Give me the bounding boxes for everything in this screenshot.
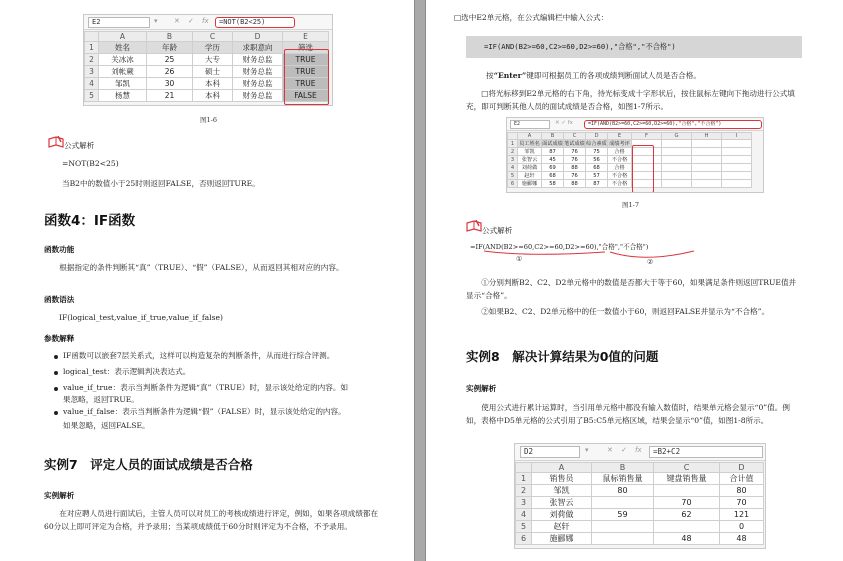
table-cell[interactable]: TRUE [283, 78, 329, 90]
table-cell[interactable]: 121 [720, 509, 764, 521]
table-cell[interactable]: 刘荷做 [532, 509, 592, 521]
column-header: A [532, 463, 592, 473]
table-cell[interactable]: 财务总监 [233, 66, 283, 78]
table-row [85, 54, 329, 66]
table-cell[interactable]: 68 [542, 172, 564, 180]
column-header: A [99, 32, 147, 42]
table-row [85, 90, 329, 102]
row-header: 2 [85, 54, 99, 66]
table-cell[interactable]: 刘荷做 [518, 164, 542, 172]
table-row [85, 78, 329, 90]
note-title: 公式解析 [64, 141, 95, 150]
column-header: B [592, 463, 654, 473]
dropdown-icon: ▾ [585, 446, 589, 454]
table-cell[interactable] [662, 148, 692, 156]
fx-icon: fx [202, 17, 209, 25]
table-cell[interactable]: 87 [542, 148, 564, 156]
table-cell[interactable]: 鼠标销售量 [592, 473, 654, 485]
table-cell[interactable]: 25 [147, 54, 193, 66]
bullet-dot [54, 411, 58, 415]
table-cell[interactable]: 销售员 [532, 473, 592, 485]
right-page [426, 0, 843, 561]
column-header: G [662, 133, 692, 140]
table-cell[interactable]: 施郦娜 [518, 180, 542, 188]
table-cell[interactable]: 本科 [193, 78, 233, 90]
table-cell[interactable]: 面试成绩 [542, 141, 563, 147]
table-row [85, 42, 329, 54]
table-cell[interactable]: 杨慧 [99, 90, 147, 102]
table-cell[interactable] [592, 521, 654, 533]
table-cell[interactable]: 76 [564, 156, 586, 164]
page-divider [414, 0, 426, 561]
table-row [516, 497, 764, 509]
table-cell[interactable]: 70 [654, 497, 720, 509]
table-cell[interactable] [654, 521, 720, 533]
row-header: 4 [508, 164, 518, 172]
table-cell[interactable]: 笔试成绩 [564, 141, 585, 147]
example-label: 实例解析 [44, 491, 75, 500]
param-item-cont: 果忽略，返回TRUE。 [63, 395, 139, 404]
column-header: D [233, 32, 283, 42]
table-row [508, 140, 752, 148]
table-cell[interactable] [722, 164, 752, 172]
row-header: 3 [85, 66, 99, 78]
table-cell[interactable]: 87 [586, 180, 608, 188]
row-header: 5 [516, 521, 532, 533]
cancel-icon: ✕ ✓ fx [555, 120, 573, 126]
params-label: 参数解释 [44, 334, 75, 343]
column-header: C [564, 133, 586, 140]
row-header: 1 [85, 42, 99, 54]
table-cell[interactable]: 财务总监 [233, 90, 283, 102]
table-cell[interactable] [632, 164, 662, 172]
table-cell[interactable]: 57 [586, 172, 608, 180]
table-cell[interactable]: 员工姓名 [519, 141, 540, 147]
note-book-icon [48, 136, 64, 148]
table-cell[interactable]: 赵轩 [518, 172, 542, 180]
table-cell[interactable] [722, 148, 752, 156]
formula-underline-annotation [470, 249, 700, 265]
figure-caption: 图1-6 [200, 116, 217, 124]
table-cell[interactable] [692, 140, 722, 148]
formula-bar [84, 15, 332, 30]
note-title: 公式解析 [482, 226, 513, 235]
spreadsheet-grid [507, 132, 752, 188]
figure-1-8-spreadsheet [514, 443, 766, 549]
row-header: 1 [516, 473, 532, 485]
code-block: =IF(AND(B2>=60,C2>=60,D2>=60),"合格","不合格") [466, 36, 802, 58]
column-header: B [542, 133, 564, 140]
table-cell[interactable]: 80 [592, 485, 654, 497]
table-cell[interactable]: 大专 [193, 54, 233, 66]
column-header: H [692, 133, 722, 140]
row-header: 3 [508, 156, 518, 164]
table-cell[interactable]: 不合格 [608, 172, 632, 180]
step-1: □选中E2单元格，在公式编辑栏中输入公式： [454, 13, 609, 22]
bullet-dot [54, 371, 58, 375]
table-cell[interactable]: 0 [720, 521, 764, 533]
left-page [0, 0, 414, 561]
table-cell[interactable]: 88 [564, 180, 586, 188]
row-header: 4 [516, 509, 532, 521]
example-text: 在对应聘人员进行面试后，主管人员可以对员工的考核成绩进行评定，例如，如果各项成绩都在60分以上即可评定为合格，并予录用；当某项成绩低于60分时则评定为不合格，不予录用。 [44, 509, 379, 531]
table-cell[interactable]: 不合格 [608, 156, 632, 164]
corner-cell [516, 463, 532, 473]
cancel-icon: ✕ [174, 17, 180, 25]
table-cell[interactable] [722, 140, 752, 148]
table-cell[interactable]: 48 [654, 533, 720, 545]
spreadsheet-grid [84, 31, 329, 102]
table-cell[interactable]: 张智云 [518, 156, 542, 164]
table-cell[interactable]: 赵轩 [532, 521, 592, 533]
row-header: 5 [85, 90, 99, 102]
example-title: 实例8 解决计算结果为0值的问题 [466, 349, 659, 364]
table-cell[interactable]: 本科 [193, 90, 233, 102]
table-cell[interactable]: 邹凯 [532, 485, 592, 497]
table-cell[interactable]: 邹凯 [518, 148, 542, 156]
corner-cell [85, 32, 99, 42]
table-cell[interactable]: 筛选 [283, 42, 329, 54]
table-row [508, 172, 752, 180]
func-label: 函数功能 [44, 245, 75, 254]
row-header: 3 [516, 497, 532, 509]
annotation-marker: ① [516, 255, 523, 263]
param-item: IF函数可以嵌套7层关系式，这样可以构造复杂的判断条件，从而进行综合评测。 [63, 351, 335, 360]
column-header: D [720, 463, 764, 473]
row-header: 6 [508, 180, 518, 188]
table-row [508, 164, 752, 172]
column-header: E [608, 133, 632, 140]
spreadsheet-grid [515, 462, 764, 545]
table-cell[interactable]: 张智云 [532, 497, 592, 509]
table-cell[interactable] [632, 140, 662, 148]
annotated-formula: =IF(AND(B2>=60,C2>=60,D2>=60),"合格","不合格") [470, 243, 649, 251]
figure-1-6-spreadsheet [83, 14, 333, 106]
table-cell[interactable]: 不合格 [608, 180, 632, 188]
table-cell[interactable]: 56 [586, 156, 608, 164]
row-header: 1 [508, 140, 518, 148]
figure-1-7-spreadsheet [506, 117, 764, 193]
table-cell[interactable]: 合格 [608, 164, 632, 172]
section-title: 函数4：IF函数 [44, 213, 136, 229]
table-cell[interactable]: 76 [564, 172, 586, 180]
table-cell[interactable] [632, 148, 662, 156]
table-cell[interactable]: 学历 [193, 42, 233, 54]
table-cell[interactable]: 求职意向 [233, 42, 283, 54]
table-cell[interactable]: 62 [654, 509, 720, 521]
table-cell[interactable]: 合格 [608, 148, 632, 156]
corner-cell [508, 133, 518, 140]
explain-2: ②如果B2、C2、D2单元格中的任一数值小于60，则返回FALSE并显示为“不合格”。 [481, 307, 770, 316]
param-item: value_if_true：表示当判断条件为逻辑“真”（TRUE）时，显示该处给定的内容。如 [63, 383, 349, 392]
table-cell[interactable] [662, 140, 692, 148]
table-row [516, 533, 764, 545]
formula-input: =NOT(B2<25) [215, 17, 295, 28]
table-cell[interactable]: 76 [564, 148, 586, 156]
table-cell[interactable] [592, 497, 654, 509]
name-box: E2 [510, 120, 550, 129]
dropdown-icon: ▾ [154, 17, 158, 25]
syntax-label: 函数语法 [44, 295, 75, 304]
table-row [516, 521, 764, 533]
table-cell[interactable]: 68 [586, 164, 608, 172]
table-cell[interactable]: 财务总监 [233, 54, 283, 66]
column-header: C [193, 32, 233, 42]
table-cell[interactable] [722, 156, 752, 164]
param-item: value_if_false：表示当判断条件为逻辑“假”（FALSE）时，显示该处给定的内容。 [63, 407, 346, 416]
table-cell[interactable] [662, 156, 692, 164]
formula-explain: 当B2中的数值小于25时则返回FALSE，否则返回TURE。 [62, 179, 260, 188]
example-label: 实例解析 [466, 384, 497, 393]
table-cell[interactable] [692, 180, 722, 188]
example-text: 使用公式进行累计运算时，当引用单元格中都没有输入数值时，结果单元格会显示“0”值。例如，表格中D5单元格的公式引用了B5:C5单元格区域，结果会显示“0”值，如图1-8所示。 [466, 403, 790, 425]
cancel-icon: ✕ [607, 446, 613, 454]
name-box: D2 [520, 446, 580, 458]
param-item: logical_test：表示逻辑判决表达式。 [63, 367, 191, 376]
table-cell[interactable]: 成绩考评 [609, 141, 630, 147]
table-cell[interactable] [692, 156, 722, 164]
table-cell[interactable] [632, 180, 662, 188]
column-header: I [722, 133, 752, 140]
table-row [508, 156, 752, 164]
confirm-icon: ✓ [188, 17, 194, 25]
table-cell[interactable]: FALSE [283, 90, 329, 102]
table-cell[interactable] [632, 172, 662, 180]
table-cell[interactable]: 21 [147, 90, 193, 102]
column-header: F [632, 133, 662, 140]
bullet-dot [54, 387, 58, 391]
column-header: B [147, 32, 193, 42]
table-cell[interactable] [692, 164, 722, 172]
table-cell[interactable]: 硕士 [193, 66, 233, 78]
table-cell[interactable]: 合计值 [720, 473, 764, 485]
formula-input: =IF(AND(B2>=60,C2>=60,D2>=60),"合格","不合格") [584, 120, 762, 129]
formula-line: =NOT(B2<25) [62, 159, 119, 168]
table-row [508, 148, 752, 156]
name-box: E2 [88, 17, 150, 28]
annotation-marker: ② [647, 258, 654, 266]
table-cell[interactable] [662, 164, 692, 172]
table-row [516, 473, 764, 485]
explain-1: ①分别判断B2、C2、D2单元格中的数值是否都大于等于60，如果满足条件则返回TRUE值并显示“合格”。 [466, 278, 797, 300]
step-2: 按“Enter”键即可根据员工的各项成绩判断面试人员是否合格。 [486, 71, 701, 80]
table-cell[interactable] [654, 485, 720, 497]
table-row [85, 66, 329, 78]
fx-icon: fx [635, 446, 642, 454]
table-cell[interactable] [692, 148, 722, 156]
column-header: D [586, 133, 608, 140]
table-row [516, 509, 764, 521]
table-cell[interactable]: 70 [720, 497, 764, 509]
table-cell[interactable]: TRUE [283, 54, 329, 66]
table-cell[interactable]: 刘帐蕨 [99, 66, 147, 78]
note-book-icon [466, 220, 482, 232]
table-cell[interactable]: 75 [586, 148, 608, 156]
formula-input: =B2+C2 [649, 446, 763, 458]
table-cell[interactable]: 年龄 [147, 42, 193, 54]
table-cell[interactable]: 邹凯 [99, 78, 147, 90]
row-header: 4 [85, 78, 99, 90]
step-3: □将光标移到E2单元格的右下角，待光标变成十字形状后，按住鼠标左键向下拖动进行公式填充，即可判断其他人员的面试成绩是否合格，如图1-7所示。 [466, 89, 795, 111]
table-cell[interactable]: 59 [592, 509, 654, 521]
column-header: E [283, 32, 329, 42]
table-cell[interactable]: 45 [542, 156, 564, 164]
table-cell[interactable]: 48 [720, 533, 764, 545]
column-header: C [654, 463, 720, 473]
table-cell[interactable] [722, 180, 752, 188]
table-cell[interactable]: 施郦娜 [532, 533, 592, 545]
row-header: 6 [516, 533, 532, 545]
syntax-text: IF(logical_test,value_if_true,value_if_false) [59, 313, 223, 322]
formula-bar [507, 118, 763, 131]
row-header: 5 [508, 172, 518, 180]
func-desc: 根据指定的条件判断其“真”（TRUE）、“假”（FALSE），从而返回其相对应的内容。 [59, 263, 344, 272]
table-row [516, 485, 764, 497]
table-cell[interactable]: 80 [720, 485, 764, 497]
table-cell[interactable]: 财务总监 [233, 78, 283, 90]
table-cell[interactable]: 58 [542, 180, 564, 188]
row-header: 2 [508, 148, 518, 156]
bullet-dot [54, 355, 58, 359]
column-header: A [518, 133, 542, 140]
confirm-icon: ✓ [621, 446, 627, 454]
table-cell[interactable]: 69 [542, 164, 564, 172]
row-header: 2 [516, 485, 532, 497]
table-cell[interactable]: 姓名 [99, 42, 147, 54]
table-cell[interactable]: 关冰冰 [99, 54, 147, 66]
table-cell[interactable]: 30 [147, 78, 193, 90]
table-row [508, 180, 752, 188]
table-cell[interactable] [662, 180, 692, 188]
table-cell[interactable] [662, 172, 692, 180]
table-cell[interactable]: 88 [564, 164, 586, 172]
param-item-cont: 如果忽略，返回FALSE。 [63, 421, 150, 430]
table-cell[interactable]: TRUE [283, 66, 329, 78]
example-title: 实例7 评定人员的面试成绩是否合格 [44, 457, 253, 472]
figure-caption: 图1-7 [622, 201, 639, 209]
formula-bar [515, 444, 765, 461]
table-cell[interactable]: 键盘销售量 [654, 473, 720, 485]
table-cell[interactable] [692, 172, 722, 180]
table-cell[interactable] [632, 156, 662, 164]
table-cell[interactable]: 综合素质 [586, 141, 607, 147]
table-cell[interactable]: 26 [147, 66, 193, 78]
table-cell[interactable] [722, 172, 752, 180]
table-cell[interactable] [592, 533, 654, 545]
